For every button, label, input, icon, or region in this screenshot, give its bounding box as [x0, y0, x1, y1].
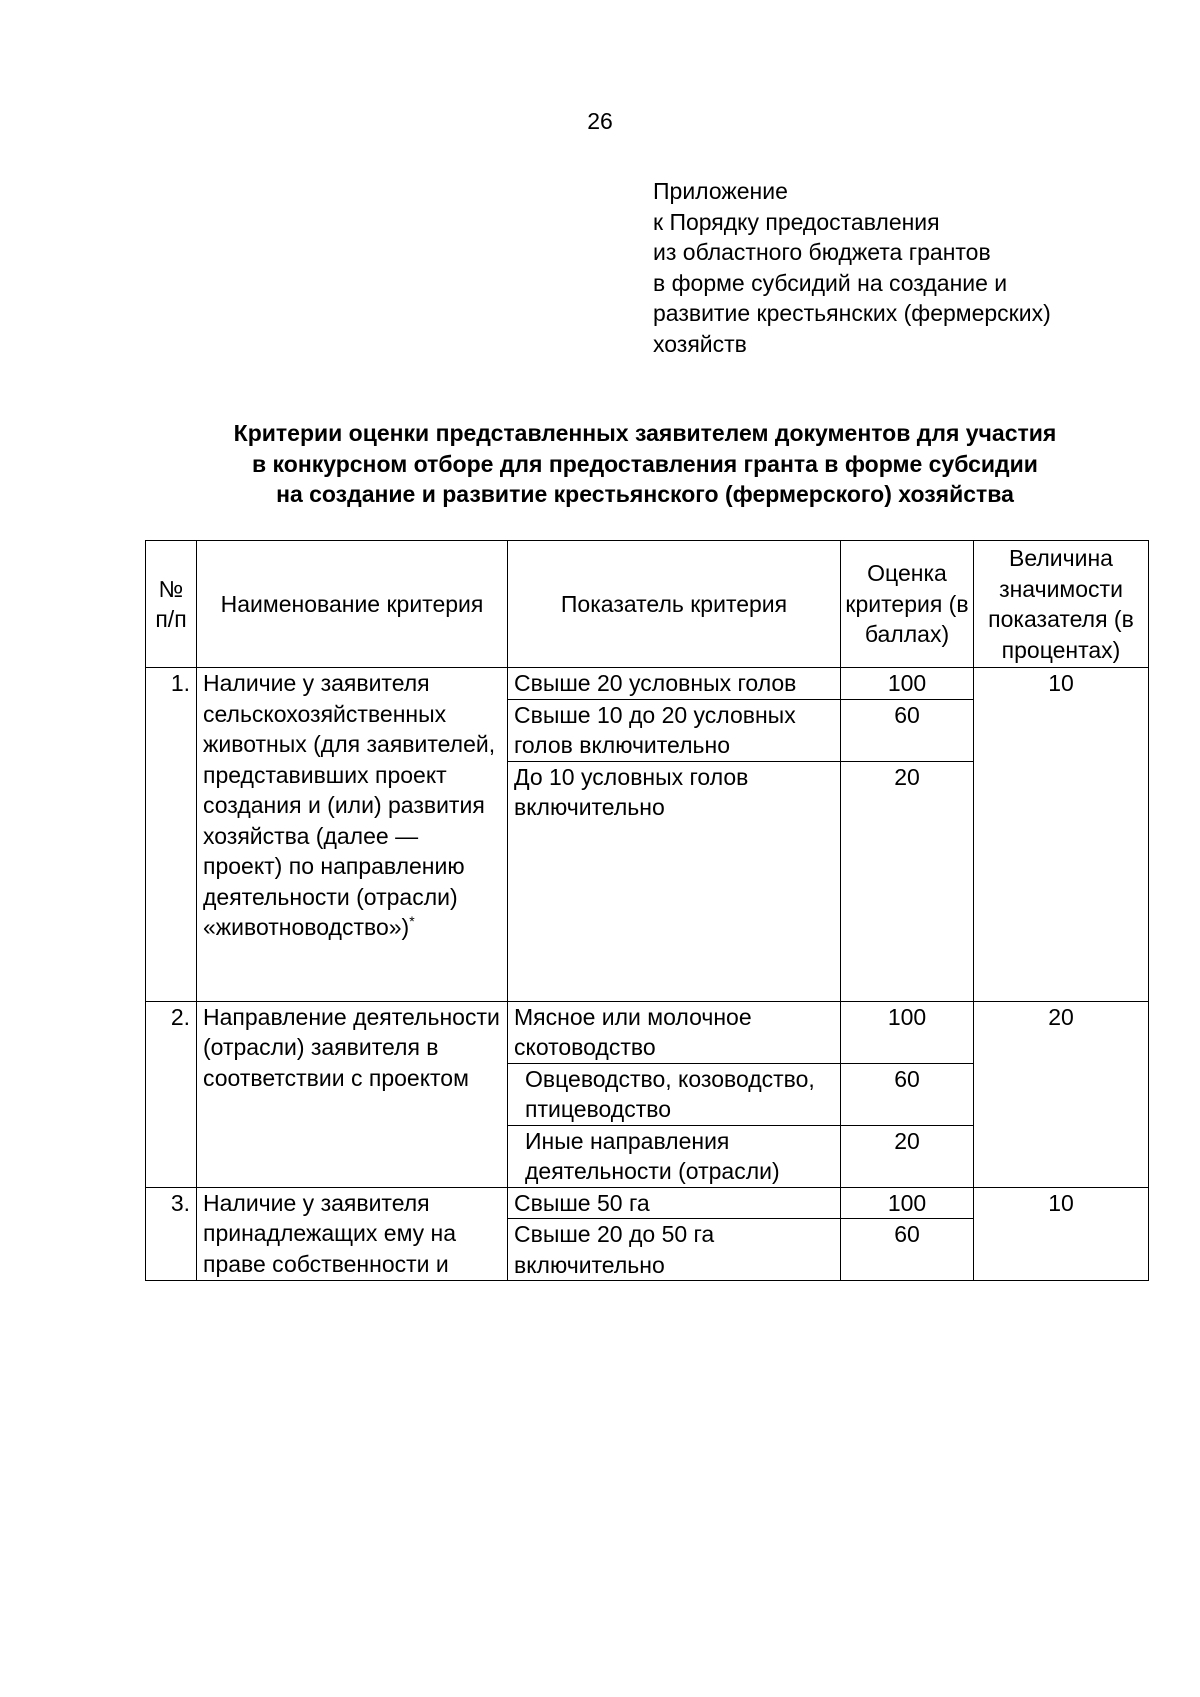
title-line: на создание и развитие крестьянского (фермерского) хозяйства — [276, 481, 1014, 507]
score-cell: 60 — [841, 1063, 974, 1125]
score-cell: 100 — [841, 668, 974, 700]
indicator-cell: Свыше 10 до 20 условных голов включительно — [508, 699, 841, 761]
appendix-line: в форме субсидий на создание и — [653, 269, 1008, 296]
weight-cell: 20 — [974, 1001, 1149, 1187]
criterion-name: Наличие у заявителя принадлежащих ему на праве собственности и — [197, 1187, 508, 1281]
criterion-number: 3. — [146, 1187, 197, 1281]
score-cell: 100 — [841, 1001, 974, 1063]
criterion-name: Направление деятельности (отрасли) заявителя в соответствии с проектом — [197, 1001, 508, 1187]
header-weight: Величина значимости показателя (в процентах) — [974, 541, 1149, 668]
score-cell: 20 — [841, 1125, 974, 1187]
document-title — [0, 418, 1200, 510]
indicator-cell: Свыше 20 условных голов — [508, 668, 841, 700]
appendix-line: из областного бюджета грантов — [653, 239, 991, 265]
header-criterion-name: Наименование критерия — [197, 541, 508, 668]
header-score: Оценка критерия (в баллах) — [841, 541, 974, 668]
score-cell: 60 — [841, 699, 974, 761]
indicator-cell: До 10 условных голов включительно — [508, 761, 841, 1001]
appendix-line: развитие крестьянских (фермерских) — [653, 300, 1051, 326]
title-line: Критерии оценки представленных заявителем документов для участия — [233, 420, 1057, 446]
page-number: 26 — [587, 108, 613, 134]
weight-cell: 10 — [974, 1187, 1149, 1281]
header-indicator: Показатель критерия — [508, 541, 841, 668]
indicator-cell: Иные направления деятельности (отрасли) — [508, 1125, 841, 1187]
appendix-line: к Порядку предоставления — [653, 208, 940, 235]
appendix-line: хозяйств — [653, 330, 747, 357]
score-cell: 100 — [841, 1187, 974, 1219]
score-cell: 60 — [841, 1219, 974, 1281]
indicator-cell: Свыше 20 до 50 га включительно — [508, 1219, 841, 1281]
footnote-mark: * — [409, 913, 415, 929]
criterion-number: 1. — [146, 668, 197, 1002]
indicator-cell: Овцеводство, козоводство, птицеводство — [508, 1063, 841, 1125]
appendix-note — [653, 176, 1051, 359]
indicator-cell: Свыше 50 га — [508, 1187, 841, 1219]
criteria-table — [145, 540, 1149, 1281]
score-cell: 20 — [841, 761, 974, 1001]
table-header-row — [146, 541, 1149, 668]
title-line: в конкурсном отборе для предоставления гранта в форме субсидии — [252, 450, 1038, 477]
criterion-number: 2. — [146, 1001, 197, 1187]
weight-cell: 10 — [974, 668, 1149, 1002]
indicator-cell: Мясное или молочное скотоводство — [508, 1001, 841, 1063]
appendix-line: Приложение — [653, 178, 788, 204]
header-num: № п/п — [146, 541, 197, 668]
table-row — [146, 1001, 1149, 1063]
table-row — [146, 668, 1149, 700]
criterion-name: Наличие у заявителя сельскохозяйственных животных (для заявителей, представивших проект создания и (или) развития хозяйства (далее — проект) по направлению деятельности (отрасли) «животноводство»)* — [197, 668, 508, 1002]
table-row — [146, 1187, 1149, 1219]
